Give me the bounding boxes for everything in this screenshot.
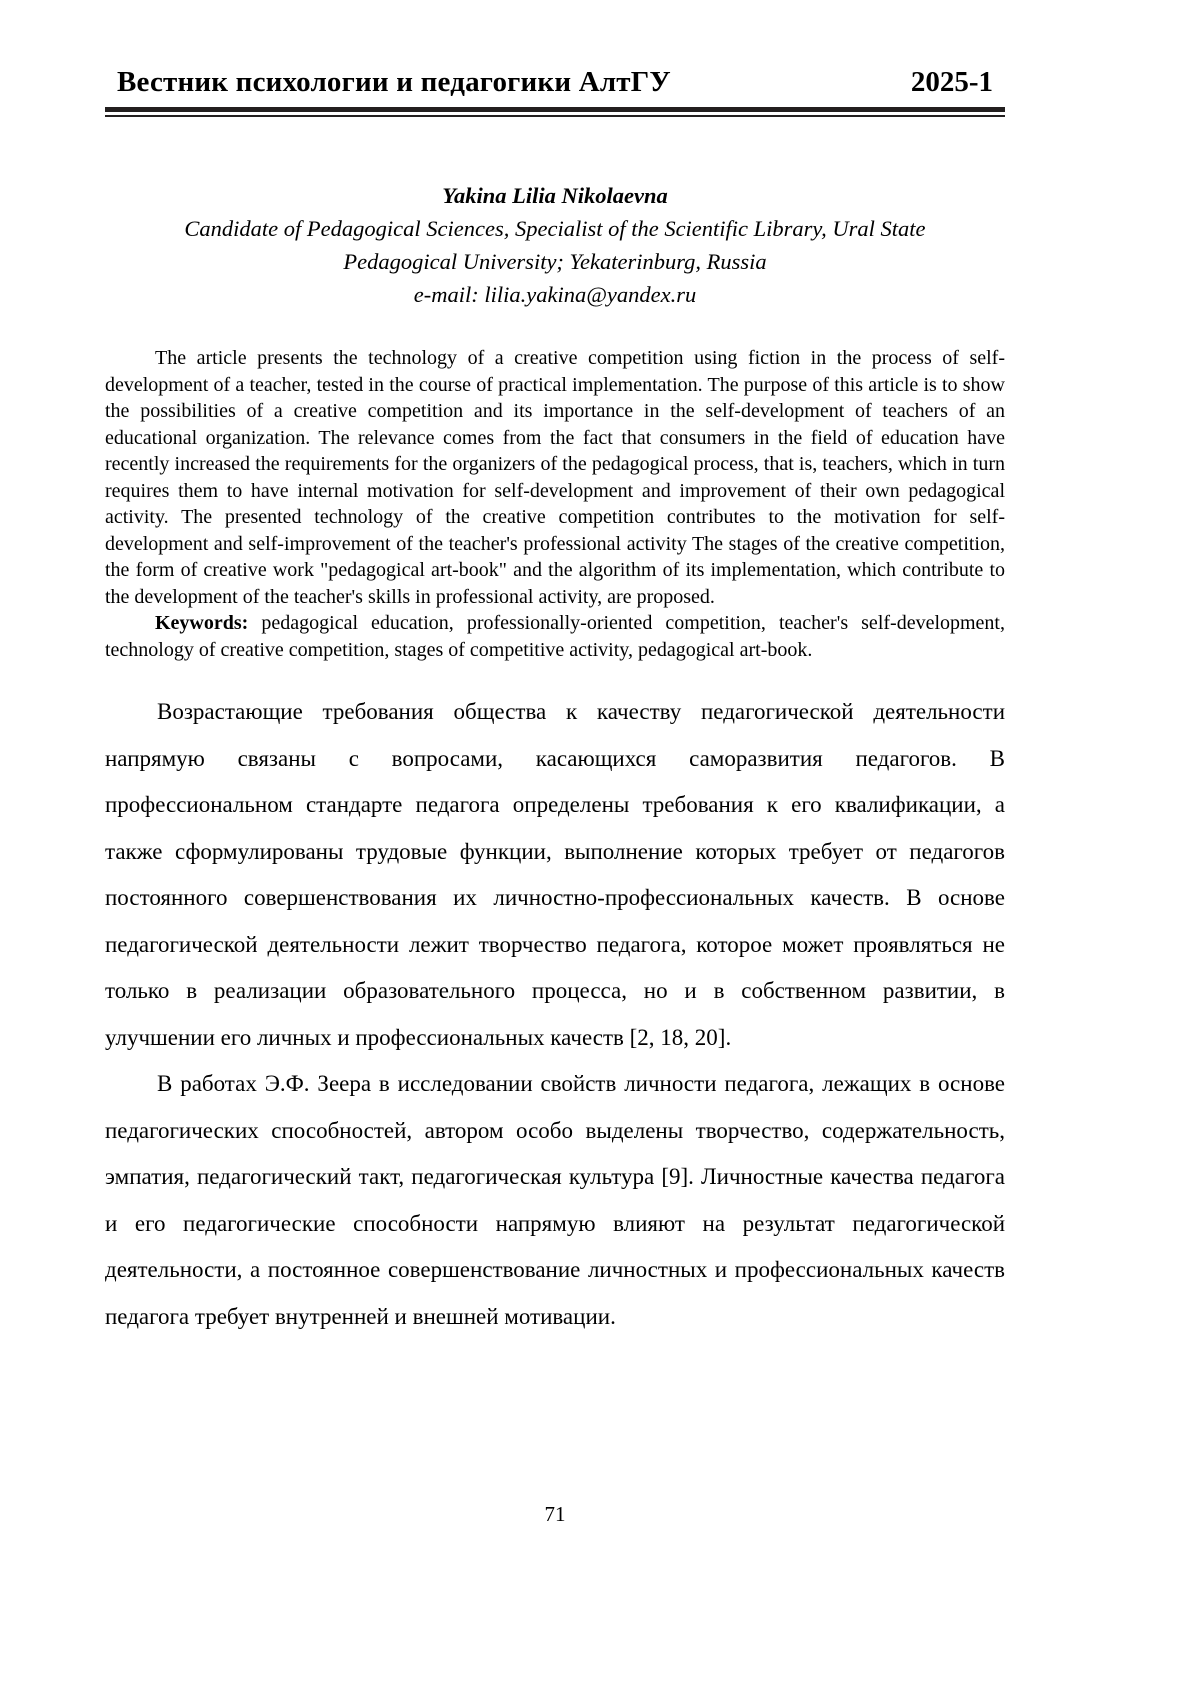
journal-title: Вестник психологии и педагогики АлтГУ	[117, 66, 671, 98]
author-affiliation-line-1: Candidate of Pedagogical Sciences, Specialist of the Scientific Library, Ural State	[184, 216, 926, 241]
keywords-text: pedagogical education, professionally-oriented competition, teacher's self-development, technology of creative competition, stages of competitive activity, pedagogical art-book.	[105, 612, 1005, 661]
article-body	[105, 689, 1005, 1340]
abstract-block	[105, 345, 1005, 663]
header-rule-thin	[105, 115, 1005, 117]
keywords-paragraph	[105, 610, 1005, 663]
issue-number: 2025-1	[910, 66, 993, 98]
author-email: e-mail: lilia.yakina@yandex.ru	[413, 282, 697, 307]
author-block	[105, 179, 1005, 311]
body-paragraph: Возрастающие требования общества к качеству педагогической деятельности напрямую связаны с вопросами, касающихся саморазвития педагогов. В профессиональном стандарте педагога определены требования к его квалификации, а также сформулированы трудовые функции, выполнение которых требует от педагогов постоянного совершенствования их личностно-профессиональных качеств. В основе педагогической деятельности лежит творчество педагога, которое может проявляться не только в реализации образовательного процесса, но и в собственном развитии, в улучшении его личных и профессиональных качеств [2, 18, 20].	[105, 699, 1005, 1050]
body-paragraph: В работах Э.Ф. Зеера в исследовании свойств личности педагога, лежащих в основе педагогических способностей, автором особо выделены творчество, содержательность, эмпатия, педагогический такт, педагогическая культура [9]. Личностные качества педагога и его педагогические способности напрямую влияют на результат педагогической деятельности, а постоянное совершенствование личностных и профессиональных качеств педагога требует внутренней и внешней мотивации.	[105, 1071, 1005, 1329]
page-content	[105, 0, 1005, 1340]
page-number: 71	[544, 1502, 566, 1526]
keywords-label: Keywords:	[155, 612, 249, 634]
header-rule-thick	[105, 107, 1005, 112]
author-affiliation-line-2: Pedagogical University; Yekaterinburg, Russia	[343, 249, 767, 274]
abstract-paragraph: The article presents the technology of a creative competition using fiction in the process of self-development of a teacher, tested in the course of practical implementation. The purpose of this article is to show the possibilities of a creative competition and its importance in the self-development of teachers of an educational organization. The relevance comes from the fact that consumers in the field of education have recently increased the requirements for the organizers of the pedagogical process, that is, teachers, which in turn requires them to have internal motivation for self-development and improvement of their own pedagogical activity. The presented technology of the creative competition contributes to the motivation for self-development and self-improvement of the teacher's professional activity The stages of the creative competition, the form of creative work "pedagogical art-book" and the algorithm of its implementation, which contribute to the development of the teacher's skills in professional activity, are proposed.	[105, 347, 1005, 608]
author-name: Yakina Lilia Nikolaevna	[442, 183, 668, 208]
journal-header	[105, 66, 1005, 105]
